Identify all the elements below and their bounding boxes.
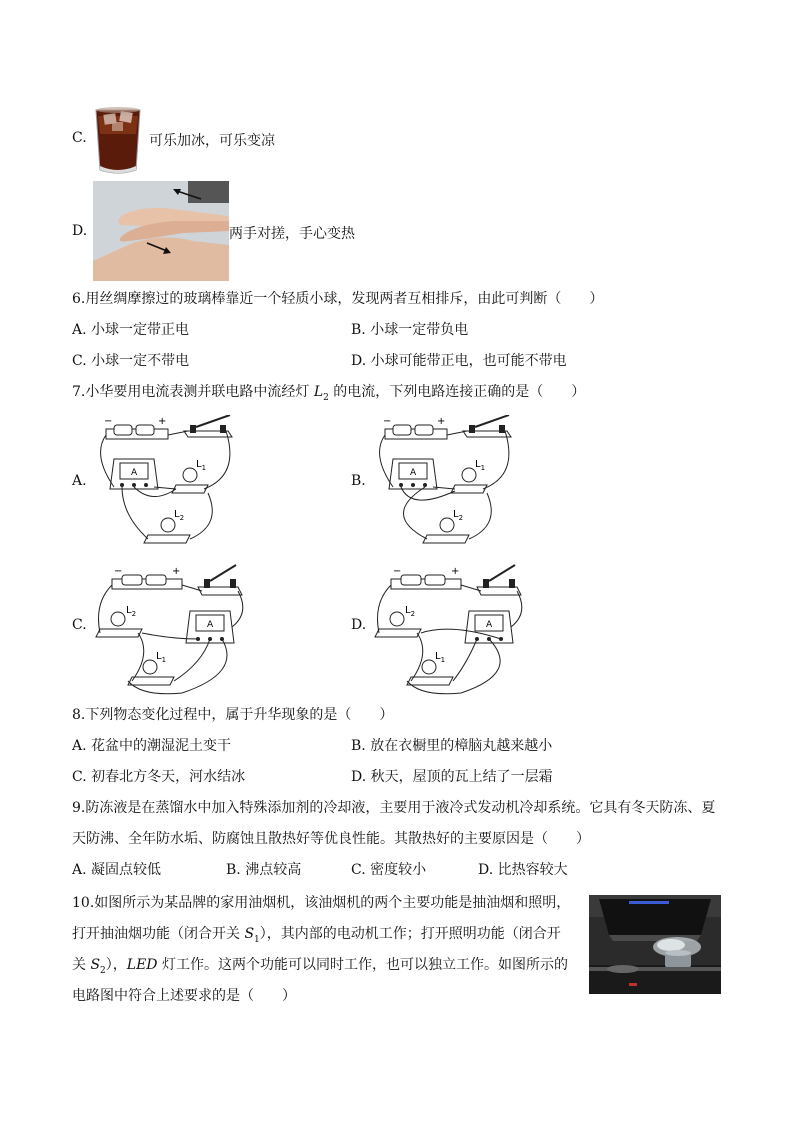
q9-option-c: C. 密度较小 [351,862,427,878]
q8-option-d: D. 秋天，屋顶的瓦上结了一层霜 [351,769,553,785]
q6-option-b: B. 小球一定带负电 [351,322,469,338]
knife-switch [463,415,511,437]
lamp-l1 [451,459,487,493]
q8-stem: 8.下列物态变化过程中，属于升华现象的是（ ） [72,707,394,723]
circuit-diagram-a [92,415,242,555]
q10-line2-sub: 1 [254,934,260,945]
ammeter-label: A [410,468,417,478]
option-letter: C. [72,130,87,146]
lamp1-label: $L_1$ [156,651,167,664]
cola-glass-image [90,104,146,176]
q9-line-2: 天防沸、全年防水垢、防腐蚀且散热好等优良性能。其散热好的主要原因是（ ） [72,831,590,847]
option-text: 两手对搓，手心变热 [229,226,355,242]
q10-line3-led: LED [126,957,158,973]
q5-option-d [72,181,372,281]
battery-minus: − [104,416,113,427]
battery-plus: + [437,416,446,427]
q9-option-d: D. 比热容较大 [478,862,568,878]
battery-plus: + [172,566,181,577]
ammeter-label: A [131,468,138,478]
q10-line-3 [72,955,568,981]
q6-option-c: C. 小球一定不带电 [72,353,190,369]
option-letter: B. [351,473,366,489]
option-letter: C. [72,617,87,633]
hands-illustration [93,181,229,281]
q7-stem-sub: 2 [323,392,329,403]
ammeter-label: A [486,620,493,630]
q10-line3-var: S [90,957,101,973]
ammeter-label: A [207,620,214,630]
lamp-l2 [375,605,421,637]
battery-plus: + [451,566,460,577]
q8-option-b: B. 放在衣橱里的樟脑丸越来越小 [351,738,553,754]
q5-option-c [72,104,312,176]
range-hood-image [589,895,721,994]
lamp-l1 [172,459,208,493]
q7-circuit-d [351,563,631,698]
lamp1-label: $L_1$ [196,459,207,472]
q7-stem-var: L [313,384,324,400]
option-letter: D. [72,223,88,239]
q7-circuit-b [351,415,631,555]
q10-line-4: 电路图中符合上述要求的是（ ） [72,988,296,1004]
rubbing-hands-image [93,181,229,281]
circuit-diagram-b [371,415,521,555]
q10-line3-pre: 关 [72,957,91,973]
option-letter: A. [72,473,87,489]
q10-line3-mid: ）， [105,957,127,973]
lamp2-label: $L_2$ [174,509,185,522]
battery [104,416,168,439]
battery [383,416,447,439]
q7-stem [72,382,585,408]
lamp-l2 [144,509,190,543]
lamp-l2 [96,605,142,637]
lamp2-label: $L_2$ [453,509,464,522]
q9-line-1: 9.防冻液是在蒸馏水中加入特殊添加剂的冷却液，主要用于液冷式发动机冷却系统。它具有冬天防冻、夏 [72,800,716,816]
lamp-l1 [128,651,174,685]
q6-stem: 6.用丝绸摩擦过的玻璃棒靠近一个轻质小球，发现两者互相排斥，由此可判断（ ） [72,291,604,307]
knife-switch [198,565,242,595]
lamp-l1 [407,651,453,685]
circuit-diagram-c [92,563,252,698]
q7-circuit-c [72,563,352,698]
ammeter [389,459,437,489]
q7-stem-post: 的电流，下列电路连接正确的是（ ） [328,384,586,400]
q7-circuit-a [72,415,352,555]
option-text: 可乐加冰，可乐变凉 [149,133,275,149]
battery-minus: − [383,416,392,427]
lamp1-label: $L_1$ [475,459,486,472]
q10-line-2 [72,924,561,950]
option-letter: D. [351,617,367,633]
lamp2-label: $L_2$ [126,605,137,618]
q10-line-1: 10.如图所示为某品牌的家用油烟机，该油烟机的两个主要功能是抽油烟和照明， [72,895,571,911]
circuit-diagram-d [371,563,531,698]
q10-line2-var: S [244,926,255,942]
lamp1-label: $L_1$ [435,651,446,664]
battery [391,566,461,589]
ammeter [186,611,234,643]
q8-option-c: C. 初春北方冬天，河水结冰 [72,769,246,785]
q6-option-d: D. 小球可能带正电，也可能不带电 [351,353,567,369]
knife-switch [477,565,521,595]
battery-minus: − [114,566,123,577]
q9-option-a: A. 凝固点较低 [72,862,162,878]
q6-option-a: A. 小球一定带正电 [72,322,190,338]
q9-option-b: B. 沸点较高 [226,862,302,878]
q10-line2-post: ），其内部的电动机工作；打开照明功能（闭合开 [259,926,561,942]
q10-line3-post: 灯工作。这两个功能可以同时工作，也可以独立工作。如图所示的 [157,957,568,973]
lamp-l2 [423,509,469,543]
ammeter [465,611,513,643]
knife-switch [184,415,232,437]
ammeter [110,459,158,489]
q10-line3-sub: 2 [100,965,106,976]
battery [112,566,182,589]
q10-line2-pre: 打开抽油烟功能（闭合开关 [72,926,245,942]
battery-minus: − [393,566,402,577]
lamp2-label: $L_2$ [405,605,416,618]
q7-stem-pre: 7.小华要用电流表测并联电路中流经灯 [72,384,314,400]
battery-plus: + [158,416,167,427]
q8-option-a: A. 花盆中的潮湿泥土变干 [72,738,232,754]
